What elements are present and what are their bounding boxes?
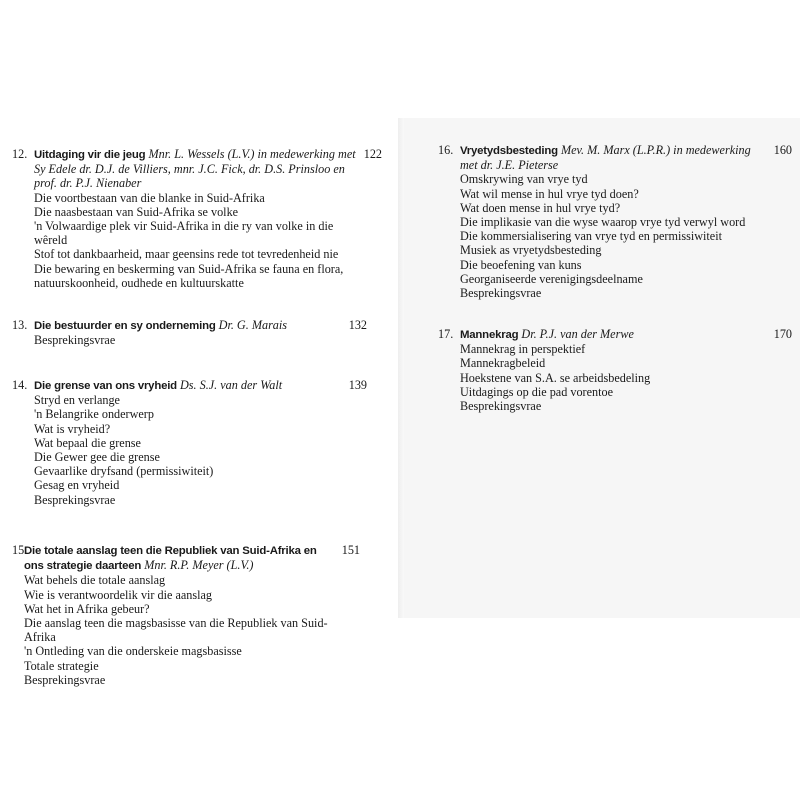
list-item: Die aanslag teen die magsbasisse van die Republiek van Suid-Afrika bbox=[24, 616, 328, 645]
list-item: Die bewaring en beskerming van Suid-Afrika se fauna en flora, natuurskoonheid, oudhede en kultuurskatte bbox=[34, 261, 344, 290]
list-item: Besprekingsvrae bbox=[24, 672, 106, 687]
entry-heading bbox=[34, 318, 334, 333]
page-number: 122 bbox=[363, 147, 382, 161]
list-item: Omskrywing van vrye tyd bbox=[460, 172, 588, 187]
entry-author: Dr. P.J. van der Merwe bbox=[521, 327, 634, 341]
page-number: 160 bbox=[773, 143, 792, 157]
entry-number: 12. bbox=[12, 147, 28, 161]
page-number: 139 bbox=[348, 378, 367, 392]
entry-author: Mnr. R.P. Meyer (L.V.) bbox=[144, 558, 254, 573]
entry-title: Vryetydsbesteding bbox=[460, 145, 558, 157]
list-item: Die naasbestaan van Suid-Afrika se volke bbox=[34, 204, 239, 219]
list-item: Die kommersialisering van vrye tyd en permissiwiteit bbox=[460, 229, 722, 244]
entry-heading bbox=[24, 543, 330, 573]
entry-number: 17. bbox=[438, 327, 454, 341]
list-item: Stryd en verlange bbox=[34, 393, 120, 408]
list-item: 'n Volwaardige plek vir Suid-Afrika in die ry van volke in die wêreld bbox=[34, 219, 334, 248]
list-item: Wat wil mense in hul vrye tyd doen? bbox=[460, 186, 639, 201]
list-item: Wat is vryheid? bbox=[34, 421, 111, 436]
entry-number: 15. bbox=[12, 543, 28, 557]
list-item: Wat doen mense in hul vrye tyd? bbox=[460, 200, 621, 215]
entry-title: Die bestuurder en sy onderneming bbox=[34, 320, 216, 332]
list-item: Uitdagings op die pad vorentoe bbox=[460, 384, 613, 399]
list-item: Besprekingsvrae bbox=[34, 492, 116, 507]
entry-number: 14. bbox=[12, 378, 28, 392]
entry-author: Mnr. L. Wessels (L.V.) in medewerking met Sy Edele dr. D.J. de Villiers, mnr. J.C. Fick, dr. D.S. Prinsloo en prof. dr. P.J. Nienaber bbox=[34, 147, 356, 191]
list-item: Musiek as vryetydsbesteding bbox=[460, 243, 602, 258]
list-item: Mannekrag in perspektief bbox=[460, 342, 586, 357]
entry-heading bbox=[460, 327, 760, 342]
list-item: 'n Ontleding van die onderskeie magsbasisse bbox=[24, 644, 242, 659]
list-item: Wat bepaal die grense bbox=[34, 435, 141, 450]
list-item: Besprekingsvrae bbox=[460, 399, 542, 414]
list-item: Die Gewer gee die grense bbox=[34, 450, 160, 465]
page-number: 151 bbox=[341, 543, 360, 557]
list-item: Georganiseerde verenigingsdeelname bbox=[460, 271, 643, 286]
entry-heading bbox=[34, 378, 334, 393]
entry-title: Uitdaging vir die jeug bbox=[34, 149, 146, 161]
list-item: Wie is verantwoordelik vir die aanslag bbox=[24, 587, 213, 602]
list-item: Die implikasie van die wyse waarop vrye tyd verwyl word bbox=[460, 215, 746, 230]
list-item: Totale strategie bbox=[24, 658, 99, 673]
entry-author: Mev. M. Marx (L.P.R.) in medewerking met dr. J.E. Pieterse bbox=[460, 143, 751, 173]
page-number: 170 bbox=[773, 327, 792, 341]
list-item: Hoekstene van S.A. se arbeidsbedeling bbox=[460, 370, 651, 385]
entry-heading bbox=[34, 147, 356, 191]
entry-number: 13. bbox=[12, 318, 28, 332]
list-item: Wat het in Afrika gebeur? bbox=[24, 601, 150, 616]
list-item: Gevaarlike dryfsand (permissiwiteit) bbox=[34, 464, 214, 479]
list-item: Stof tot dankbaarheid, maar geensins rede tot tevredenheid nie bbox=[34, 247, 339, 262]
list-item: Mannekragbeleid bbox=[460, 356, 546, 371]
entry-title: Die grense van ons vryheid bbox=[34, 380, 177, 392]
list-item: Gesag en vryheid bbox=[34, 478, 120, 493]
entry-heading bbox=[460, 143, 760, 172]
entry-author: Dr. G. Marais bbox=[218, 318, 288, 332]
list-item: Die beoefening van kuns bbox=[460, 257, 582, 272]
list-item: Besprekingsvrae bbox=[34, 333, 116, 348]
entry-title: Die totale aanslag teen die Republiek van Suid-Afrika en ons strategie daarteen bbox=[24, 545, 317, 573]
entry-title: Mannekrag bbox=[460, 329, 519, 341]
list-item: Besprekingsvrae bbox=[460, 286, 542, 301]
entry-author: Ds. S.J. van der Walt bbox=[179, 378, 283, 392]
list-item: Wat behels die totale aanslag bbox=[24, 573, 166, 588]
list-item: Die voortbestaan van die blanke in Suid-Afrika bbox=[34, 190, 265, 205]
list-item: 'n Belangrike onderwerp bbox=[34, 407, 154, 422]
page-number: 132 bbox=[348, 318, 367, 332]
entry-number: 16. bbox=[438, 143, 454, 157]
book-gutter bbox=[398, 118, 404, 618]
